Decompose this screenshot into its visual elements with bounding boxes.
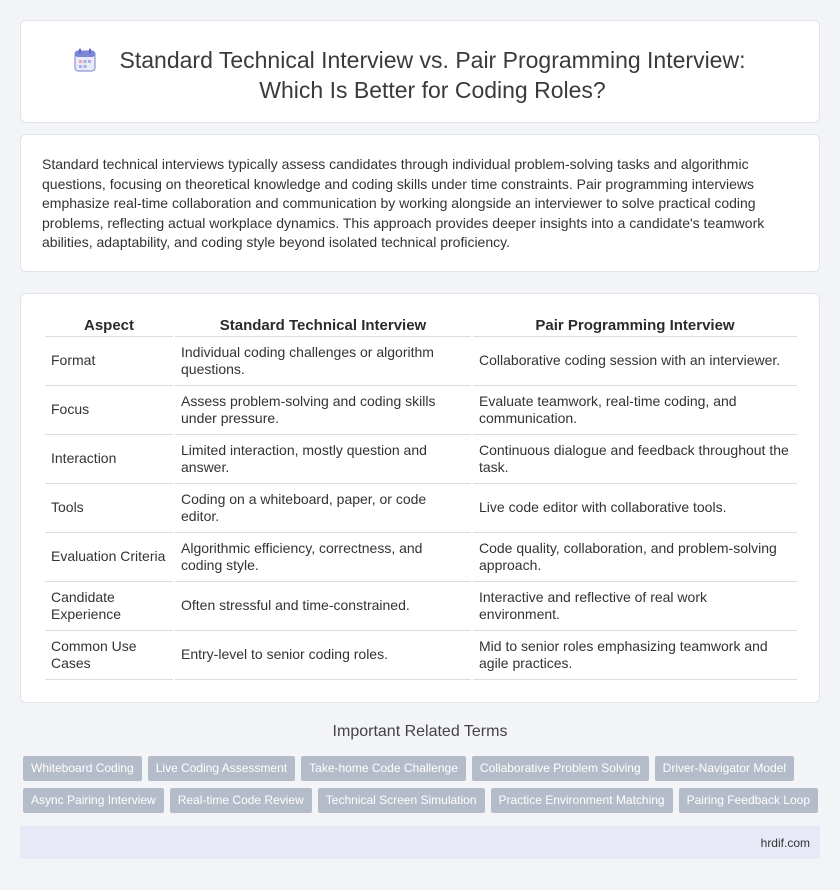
table-row (45, 631, 797, 680)
tag-collaborative-problem-solving[interactable]: Collaborative Problem Solving (472, 756, 649, 781)
footer (20, 826, 820, 859)
tag-whiteboard-coding[interactable]: Whiteboard Coding (23, 756, 142, 781)
intro-card (20, 134, 820, 272)
table-row (45, 435, 797, 484)
tag-technical-screen-simulation[interactable]: Technical Screen Simulation (318, 788, 485, 813)
page-title: Standard Technical Interview vs. Pair Programming Interview: Which Is Better for Coding Roles? (119, 47, 746, 103)
row-aspect: Candidate Experience (45, 582, 173, 631)
related-terms-heading: Important Related Terms (332, 723, 508, 740)
title-card (20, 20, 820, 123)
tag-row-2 (23, 788, 820, 813)
row-pair: Code quality, collaboration, and problem-solving approach. (473, 533, 797, 582)
tag-pairing-feedback-loop[interactable]: Pairing Feedback Loop (679, 788, 818, 813)
table-row (45, 582, 797, 631)
comparison-table (43, 317, 799, 680)
row-pair: Interactive and reflective of real work environment. (473, 582, 797, 631)
comparison-table-card (20, 293, 820, 703)
row-standard: Coding on a whiteboard, paper, or code editor. (175, 484, 471, 533)
table-row (45, 337, 797, 386)
row-aspect: Common Use Cases (45, 631, 173, 680)
row-standard: Individual coding challenges or algorithm questions. (175, 337, 471, 386)
row-pair: Mid to senior roles emphasizing teamwork and agile practices. (473, 631, 797, 680)
tag-driver-navigator-model[interactable]: Driver-Navigator Model (655, 756, 794, 781)
table-row (45, 484, 797, 533)
row-standard: Algorithmic efficiency, correctness, and coding style. (175, 533, 471, 582)
related-terms-tags (20, 756, 820, 820)
row-standard: Entry-level to senior coding roles. (175, 631, 471, 680)
row-standard: Assess problem-solving and coding skills under pressure. (175, 386, 471, 435)
tag-real-time-code-review[interactable]: Real-time Code Review (170, 788, 312, 813)
table-row (45, 533, 797, 582)
header-aspect: Aspect (45, 317, 173, 337)
row-standard: Often stressful and time-constrained. (175, 582, 471, 631)
row-aspect: Focus (45, 386, 173, 435)
intro-paragraph: Standard technical interviews typically assess candidates through individual problem-solving tasks and algorithmic questions, focusing on theoretical knowledge and coding skills under time constraints. Pair programming interviews emphasize real-time collaboration and communication by working alongside an interviewer to solve practical coding problems, reflecting actual workplace dynamics. This approach provides deeper insights into a candidate's teamwork abilities, adaptability, and coding style beyond isolated technical proficiency. (42, 156, 765, 250)
header-standard: Standard Technical Interview (175, 317, 471, 337)
footer-site-link[interactable]: hrdif.com (760, 836, 810, 850)
row-pair: Collaborative coding session with an interviewer. (473, 337, 797, 386)
table-header-row (45, 317, 797, 337)
tag-live-coding-assessment[interactable]: Live Coding Assessment (148, 756, 295, 781)
row-aspect: Evaluation Criteria (45, 533, 173, 582)
row-aspect: Interaction (45, 435, 173, 484)
table-row (45, 386, 797, 435)
tag-take-home-code-challenge[interactable]: Take-home Code Challenge (301, 756, 466, 781)
row-pair: Continuous dialogue and feedback throughout the task. (473, 435, 797, 484)
tag-async-pairing-interview[interactable]: Async Pairing Interview (23, 788, 164, 813)
tag-practice-environment-matching[interactable]: Practice Environment Matching (491, 788, 673, 813)
tag-row-1 (23, 756, 820, 781)
row-pair: Live code editor with collaborative tools. (473, 484, 797, 533)
row-standard: Limited interaction, mostly question and answer. (175, 435, 471, 484)
row-aspect: Format (45, 337, 173, 386)
row-pair: Evaluate teamwork, real-time coding, and communication. (473, 386, 797, 435)
row-aspect: Tools (45, 484, 173, 533)
header-pair: Pair Programming Interview (473, 317, 797, 337)
